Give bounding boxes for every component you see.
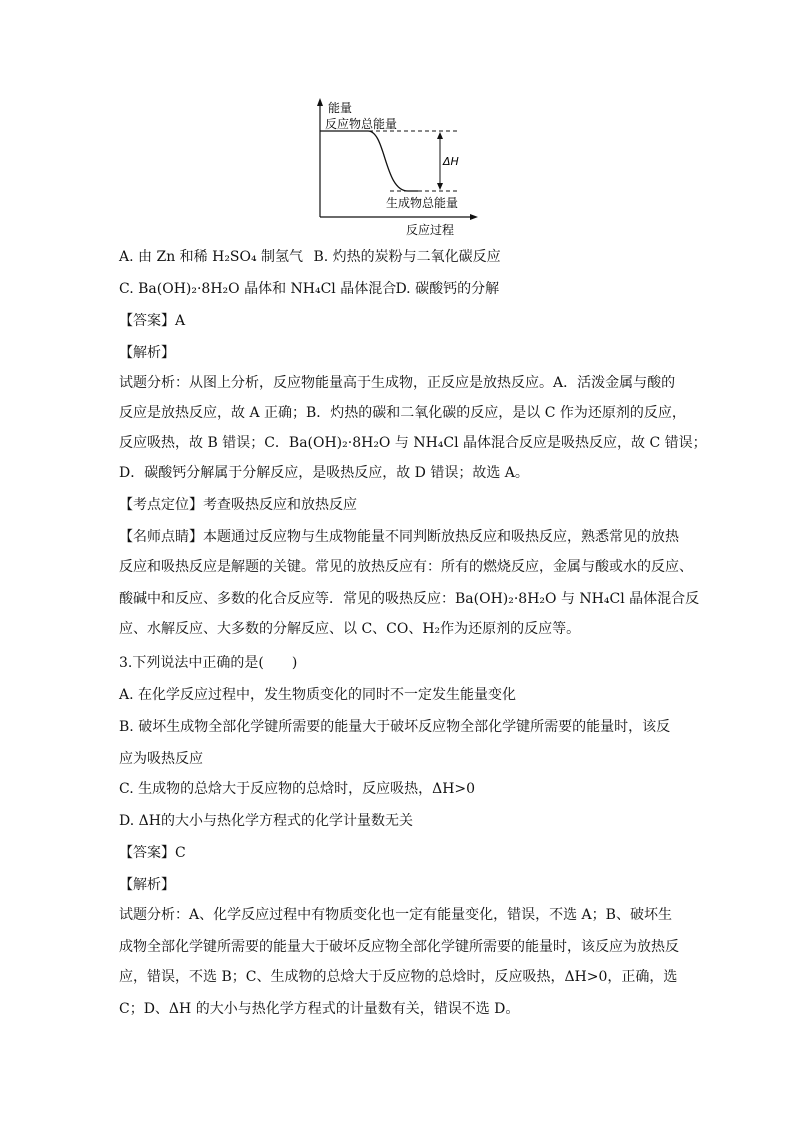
delta-h-arrow-down bbox=[437, 183, 443, 190]
x-axis-label: 反应过程 bbox=[406, 223, 455, 237]
q2-kaodian: 【考点定位】考查吸热反应和放热反应 bbox=[119, 497, 357, 513]
q3-option-d: D. ΔH的大小与热化学方程式的化学计量数无关 bbox=[119, 813, 413, 829]
q3-stem: 3.下列说法中正确的是( ) bbox=[119, 655, 298, 671]
q2-option-c: C. Ba(OH)₂·8H₂O 晶体和 NH₄Cl 晶体混合 bbox=[119, 281, 397, 297]
delta-h-label: ΔH bbox=[443, 155, 459, 168]
q2-mingshi-line: 应、水解反应、大多数的分解反应、以 C、CO、H₂作为还原剂的反应等。 bbox=[119, 621, 581, 637]
y-axis-label: 能量 bbox=[328, 101, 353, 115]
q2-mingshi-line: 反应和吸热反应是解题的关键。常见的放热反应有：所有的燃烧反应，金属与酸或水的反应、 bbox=[119, 559, 693, 575]
q2-option-a: A. 由 Zn 和稀 H₂SO₄ 制氢气 bbox=[119, 249, 304, 265]
q2-options-row1 bbox=[119, 248, 679, 266]
q3-option-b-line2: 应为吸热反应 bbox=[119, 751, 203, 767]
q2-analysis-tag: 【解析】 bbox=[119, 345, 175, 361]
product-energy-label: 生成物总能量 bbox=[386, 196, 459, 210]
energy-diagram bbox=[300, 95, 490, 243]
q2-analysis-line: 试题分析：从图上分析，反应物能量高于生成物，正反应是放热反应。A．活泼金属与酸的 bbox=[119, 375, 676, 391]
q3-analysis-line: 成物全部化学键所需要的能量大于破坏反应物全部化学键所需要的能量时，该反应为放热反 bbox=[119, 939, 679, 955]
q2-analysis-line: D．碳酸钙分解属于分解反应，是吸热反应，故 D 错误；故选 A。 bbox=[119, 465, 529, 481]
q3-analysis-line: C；D、ΔH 的大小与热化学方程式的计量数有关，错误不选 D。 bbox=[119, 1001, 520, 1017]
energy-curve bbox=[320, 131, 418, 191]
y-axis-arrow bbox=[317, 98, 323, 106]
delta-h-arrow-up bbox=[437, 132, 443, 139]
q3-option-a: A. 在化学反应过程中，发生物质变化的同时不一定发生能量变化 bbox=[119, 687, 517, 703]
q3-answer: 【答案】C bbox=[119, 845, 186, 861]
q3-option-c: C. 生成物的总焓大于反应物的总焓时，反应吸热，ΔH>0 bbox=[119, 781, 476, 797]
reactant-energy-label: 反应物总能量 bbox=[325, 117, 398, 131]
q2-option-d: D. 碳酸钙的分解 bbox=[395, 281, 500, 297]
q3-analysis-tag: 【解析】 bbox=[119, 877, 175, 893]
q2-analysis-line: 反应吸热，故 B 错误；C．Ba(OH)₂·8H₂O 与 NH₄Cl 晶体混合反应是吸热反应，故 C 错误； bbox=[119, 435, 707, 451]
energy-diagram-svg bbox=[300, 95, 490, 243]
q3-option-b-line1: B. 破坏生成物全部化学键所需要的能量大于破坏反应物全部化学键所需要的能量时，该反 bbox=[119, 719, 671, 735]
q2-mingshi-line: 酸碱中和反应、多数的化合反应等．常见的吸热反应：Ba(OH)₂·8H₂O 与 NH₄Cl 晶体混合反 bbox=[119, 591, 700, 607]
q2-option-b: B. 灼热的炭粉与二氧化碳反应 bbox=[313, 249, 501, 265]
q2-answer: 【答案】A bbox=[119, 313, 186, 329]
q3-analysis-line: 应，错误，不选 B；C、生成物的总焓大于反应物的总焓时，反应吸热，ΔH>0，正确，选 bbox=[119, 969, 678, 985]
q2-mingshi-line: 【名师点睛】本题通过反应物与生成物能量不同判断放热反应和吸热反应，熟悉常见的放热 bbox=[119, 529, 679, 545]
q3-analysis-line: 试题分析：A、化学反应过程中有物质变化也一定有能量变化，错误，不选 A；B、破坏生 bbox=[119, 907, 672, 923]
q2-analysis-line: 反应是放热反应，故 A 正确；B．灼热的碳和二氧化碳的反应，是以 C 作为还原剂的反应， bbox=[119, 405, 686, 421]
x-axis-arrow bbox=[470, 214, 478, 220]
q2-options-row2 bbox=[119, 280, 679, 298]
